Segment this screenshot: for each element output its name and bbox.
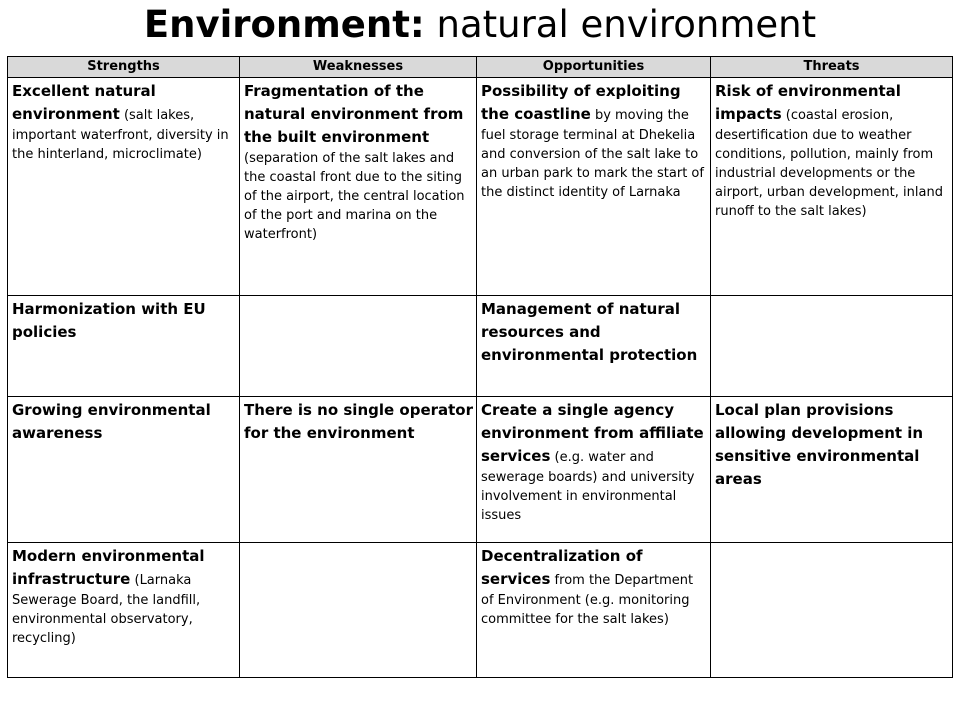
header-weaknesses: Weaknesses	[240, 57, 477, 78]
opportunity-cell	[477, 78, 711, 296]
cell-heading: Local plan provisions allowing development in sensitive environmental areas	[715, 401, 924, 488]
swot-table	[7, 56, 953, 678]
slide-title-topic: Environment:	[143, 3, 425, 46]
cell-heading: Growing environmental awareness	[12, 401, 211, 442]
opportunity-cell	[477, 296, 711, 397]
cell-heading: Possibility of exploiting the coastline	[481, 82, 681, 123]
weakness-cell	[240, 296, 477, 397]
opportunity-cell	[477, 543, 711, 678]
table-row	[8, 296, 953, 397]
threat-cell	[711, 296, 953, 397]
cell-heading: There is no single operator for the environment	[244, 401, 474, 442]
cell-heading: Fragmentation of the natural environment from the built environment	[244, 82, 464, 146]
cell-detail: by moving the fuel storage terminal at Dhekelia and conversion of the salt lake to an urban park to mark the start of the distinct identity of Larnaka	[481, 108, 704, 200]
table-row	[8, 543, 953, 678]
cell-detail: (separation of the salt lakes and the coastal front due to the siting of the airport, the central location of the port and marina on the waterfront)	[244, 151, 465, 242]
header-opportunities: Opportunities	[477, 57, 711, 78]
header-strengths: Strengths	[8, 57, 240, 78]
weakness-cell	[240, 78, 477, 296]
cell-heading: Create a single agency environment from affiliate services	[481, 401, 704, 465]
weakness-cell	[240, 543, 477, 678]
slide-title	[0, 2, 960, 48]
cell-heading: Decentralization of services	[481, 547, 643, 588]
table-row	[8, 397, 953, 543]
table-row	[8, 78, 953, 296]
header-threats: Threats	[711, 57, 953, 78]
cell-detail: (e.g. water and sewerage boards) and university involvement in environmental issues	[481, 450, 695, 523]
threat-cell	[711, 78, 953, 296]
opportunity-cell	[477, 397, 711, 543]
weakness-cell	[240, 397, 477, 543]
cell-heading: Excellent natural environment	[12, 82, 156, 123]
threat-cell	[711, 397, 953, 543]
cell-detail: (salt lakes, important waterfront, diversity in the hinterland, microclimate)	[12, 108, 229, 162]
cell-heading: Harmonization with EU policies	[12, 300, 206, 341]
threat-cell	[711, 543, 953, 678]
slide-title-subtopic: natural environment	[424, 3, 817, 46]
strength-cell	[8, 78, 240, 296]
strength-cell	[8, 543, 240, 678]
strength-cell	[8, 296, 240, 397]
cell-heading: Management of natural resources and environmental protection	[481, 300, 698, 364]
cell-detail: (coastal erosion, desertification due to weather conditions, pollution, mainly from industrial developments or the airport, urban development, inland runoff to the salt lakes)	[715, 108, 943, 219]
strength-cell	[8, 397, 240, 543]
cell-heading: Risk of environmental impacts	[715, 82, 901, 123]
cell-heading: Modern environmental infrastructure	[12, 547, 205, 588]
header-row	[8, 57, 953, 78]
cell-detail: from the Department of Environment (e.g. monitoring committee for the salt lakes)	[481, 573, 694, 627]
cell-detail: (Larnaka Sewerage Board, the landfill, environmental observatory, recycling)	[12, 573, 201, 646]
